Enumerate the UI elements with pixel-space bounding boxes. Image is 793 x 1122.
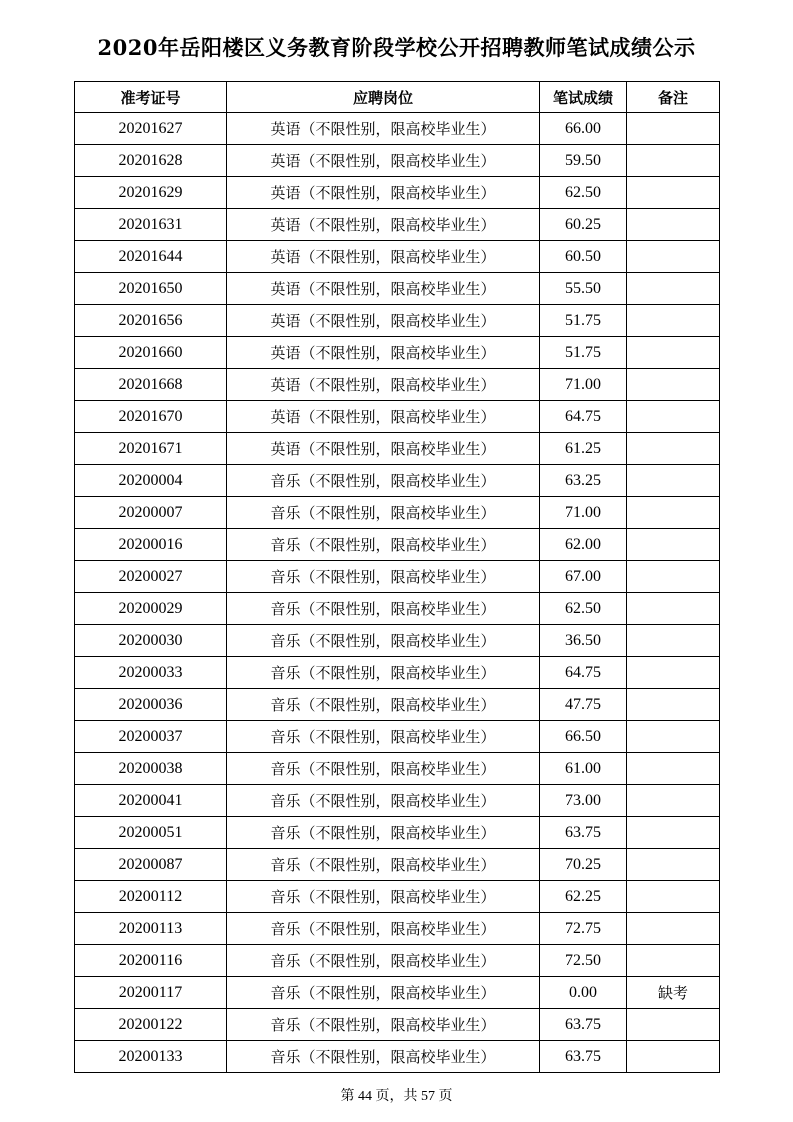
table-row bbox=[75, 305, 720, 337]
exam-id-cell: 20200116 bbox=[75, 945, 227, 977]
note-cell bbox=[627, 177, 720, 209]
exam-id-cell: 20200030 bbox=[75, 625, 227, 657]
note-cell bbox=[627, 593, 720, 625]
note-cell bbox=[627, 433, 720, 465]
exam-id-cell: 20201629 bbox=[75, 177, 227, 209]
post-cell: 音乐（不限性别，限高校毕业生） bbox=[227, 593, 540, 625]
exam-id-cell: 20201668 bbox=[75, 369, 227, 401]
score-cell: 71.00 bbox=[540, 497, 627, 529]
note-cell bbox=[627, 881, 720, 913]
score-cell: 61.00 bbox=[540, 753, 627, 785]
score-cell: 71.00 bbox=[540, 369, 627, 401]
post-cell: 音乐（不限性别，限高校毕业生） bbox=[227, 497, 540, 529]
note-cell bbox=[627, 721, 720, 753]
note-cell bbox=[627, 913, 720, 945]
exam-id-cell: 20200036 bbox=[75, 689, 227, 721]
exam-id-cell: 20201650 bbox=[75, 273, 227, 305]
note-cell bbox=[627, 465, 720, 497]
note-cell bbox=[627, 1041, 720, 1073]
table-row bbox=[75, 945, 720, 977]
table-row bbox=[75, 1041, 720, 1073]
note-cell bbox=[627, 817, 720, 849]
table-row bbox=[75, 273, 720, 305]
table-row bbox=[75, 433, 720, 465]
score-cell: 72.75 bbox=[540, 913, 627, 945]
table-row bbox=[75, 113, 720, 145]
table-row bbox=[75, 881, 720, 913]
score-cell: 62.25 bbox=[540, 881, 627, 913]
note-cell bbox=[627, 785, 720, 817]
note-cell bbox=[627, 209, 720, 241]
score-cell: 72.50 bbox=[540, 945, 627, 977]
post-cell: 英语（不限性别，限高校毕业生） bbox=[227, 401, 540, 433]
note-cell: 缺考 bbox=[627, 977, 720, 1009]
exam-id-cell: 20201656 bbox=[75, 305, 227, 337]
table-row bbox=[75, 241, 720, 273]
post-cell: 英语（不限性别，限高校毕业生） bbox=[227, 273, 540, 305]
exam-id-cell: 20200004 bbox=[75, 465, 227, 497]
post-cell: 音乐（不限性别，限高校毕业生） bbox=[227, 465, 540, 497]
exam-id-cell: 20200122 bbox=[75, 1009, 227, 1041]
score-cell: 66.50 bbox=[540, 721, 627, 753]
header-score: 笔试成绩 bbox=[540, 82, 627, 113]
post-cell: 英语（不限性别，限高校毕业生） bbox=[227, 177, 540, 209]
exam-id-cell: 20200117 bbox=[75, 977, 227, 1009]
note-cell bbox=[627, 561, 720, 593]
note-cell bbox=[627, 945, 720, 977]
table-row bbox=[75, 913, 720, 945]
score-cell: 67.00 bbox=[540, 561, 627, 593]
score-cell: 59.50 bbox=[540, 145, 627, 177]
exam-id-cell: 20200027 bbox=[75, 561, 227, 593]
table-row bbox=[75, 849, 720, 881]
post-cell: 音乐（不限性别，限高校毕业生） bbox=[227, 1041, 540, 1073]
post-cell: 音乐（不限性别，限高校毕业生） bbox=[227, 977, 540, 1009]
score-cell: 61.25 bbox=[540, 433, 627, 465]
post-cell: 音乐（不限性别，限高校毕业生） bbox=[227, 529, 540, 561]
page-title: 2020年岳阳楼区义务教育阶段学校公开招聘教师笔试成绩公示 bbox=[97, 35, 696, 60]
page-number: 第 44 页，共 57 页 bbox=[340, 1089, 453, 1104]
note-cell bbox=[627, 849, 720, 881]
exam-id-cell: 20200112 bbox=[75, 881, 227, 913]
note-cell bbox=[627, 1009, 720, 1041]
post-cell: 英语（不限性别，限高校毕业生） bbox=[227, 241, 540, 273]
note-cell bbox=[627, 145, 720, 177]
table-row bbox=[75, 785, 720, 817]
table-header-row bbox=[75, 82, 720, 113]
table-row bbox=[75, 465, 720, 497]
exam-id-cell: 20200038 bbox=[75, 753, 227, 785]
score-cell: 63.75 bbox=[540, 817, 627, 849]
table-row bbox=[75, 817, 720, 849]
table-row bbox=[75, 625, 720, 657]
exam-id-cell: 20201628 bbox=[75, 145, 227, 177]
exam-id-cell: 20200007 bbox=[75, 497, 227, 529]
header-post: 应聘岗位 bbox=[227, 82, 540, 113]
table-row bbox=[75, 1009, 720, 1041]
table-row bbox=[75, 369, 720, 401]
score-cell: 51.75 bbox=[540, 337, 627, 369]
header-exam-id: 准考证号 bbox=[75, 82, 227, 113]
table-row bbox=[75, 401, 720, 433]
post-cell: 英语（不限性别，限高校毕业生） bbox=[227, 145, 540, 177]
post-cell: 音乐（不限性别，限高校毕业生） bbox=[227, 817, 540, 849]
post-cell: 英语（不限性别，限高校毕业生） bbox=[227, 113, 540, 145]
table-row bbox=[75, 177, 720, 209]
exam-id-cell: 20201671 bbox=[75, 433, 227, 465]
score-cell: 66.00 bbox=[540, 113, 627, 145]
exam-id-cell: 20201631 bbox=[75, 209, 227, 241]
table-row bbox=[75, 497, 720, 529]
note-cell bbox=[627, 497, 720, 529]
score-cell: 0.00 bbox=[540, 977, 627, 1009]
post-cell: 音乐（不限性别，限高校毕业生） bbox=[227, 689, 540, 721]
post-cell: 音乐（不限性别，限高校毕业生） bbox=[227, 561, 540, 593]
exam-id-cell: 20200029 bbox=[75, 593, 227, 625]
score-cell: 63.75 bbox=[540, 1009, 627, 1041]
post-cell: 音乐（不限性别，限高校毕业生） bbox=[227, 945, 540, 977]
note-cell bbox=[627, 689, 720, 721]
post-cell: 音乐（不限性别，限高校毕业生） bbox=[227, 1009, 540, 1041]
post-cell: 音乐（不限性别，限高校毕业生） bbox=[227, 881, 540, 913]
table-row bbox=[75, 657, 720, 689]
post-cell: 音乐（不限性别，限高校毕业生） bbox=[227, 785, 540, 817]
score-cell: 62.50 bbox=[540, 177, 627, 209]
note-cell bbox=[627, 337, 720, 369]
note-cell bbox=[627, 753, 720, 785]
score-cell: 60.50 bbox=[540, 241, 627, 273]
post-cell: 英语（不限性别，限高校毕业生） bbox=[227, 305, 540, 337]
exam-id-cell: 20201644 bbox=[75, 241, 227, 273]
exam-id-cell: 20200113 bbox=[75, 913, 227, 945]
note-cell bbox=[627, 657, 720, 689]
note-cell bbox=[627, 241, 720, 273]
table-row bbox=[75, 977, 720, 1009]
score-table bbox=[74, 81, 720, 1073]
score-cell: 62.50 bbox=[540, 593, 627, 625]
post-cell: 音乐（不限性别，限高校毕业生） bbox=[227, 657, 540, 689]
score-cell: 47.75 bbox=[540, 689, 627, 721]
score-cell: 62.00 bbox=[540, 529, 627, 561]
post-cell: 英语（不限性别，限高校毕业生） bbox=[227, 209, 540, 241]
table-row bbox=[75, 561, 720, 593]
score-cell: 73.00 bbox=[540, 785, 627, 817]
score-cell: 63.25 bbox=[540, 465, 627, 497]
post-cell: 英语（不限性别，限高校毕业生） bbox=[227, 433, 540, 465]
exam-id-cell: 20201660 bbox=[75, 337, 227, 369]
note-cell bbox=[627, 273, 720, 305]
exam-id-cell: 20201670 bbox=[75, 401, 227, 433]
exam-id-cell: 20200051 bbox=[75, 817, 227, 849]
post-cell: 音乐（不限性别，限高校毕业生） bbox=[227, 625, 540, 657]
table-body bbox=[75, 113, 720, 1073]
post-cell: 音乐（不限性别，限高校毕业生） bbox=[227, 753, 540, 785]
exam-id-cell: 20201627 bbox=[75, 113, 227, 145]
exam-id-cell: 20200087 bbox=[75, 849, 227, 881]
note-cell bbox=[627, 625, 720, 657]
score-cell: 36.50 bbox=[540, 625, 627, 657]
exam-id-cell: 20200041 bbox=[75, 785, 227, 817]
table-row bbox=[75, 689, 720, 721]
score-cell: 51.75 bbox=[540, 305, 627, 337]
note-cell bbox=[627, 529, 720, 561]
score-cell: 64.75 bbox=[540, 657, 627, 689]
post-cell: 音乐（不限性别，限高校毕业生） bbox=[227, 721, 540, 753]
note-cell bbox=[627, 369, 720, 401]
exam-id-cell: 20200016 bbox=[75, 529, 227, 561]
note-cell bbox=[627, 401, 720, 433]
table-row bbox=[75, 529, 720, 561]
table-row bbox=[75, 145, 720, 177]
score-cell: 63.75 bbox=[540, 1041, 627, 1073]
score-cell: 70.25 bbox=[540, 849, 627, 881]
table-row bbox=[75, 593, 720, 625]
post-cell: 音乐（不限性别，限高校毕业生） bbox=[227, 913, 540, 945]
note-cell bbox=[627, 305, 720, 337]
exam-id-cell: 20200033 bbox=[75, 657, 227, 689]
post-cell: 英语（不限性别，限高校毕业生） bbox=[227, 337, 540, 369]
post-cell: 英语（不限性别，限高校毕业生） bbox=[227, 369, 540, 401]
header-note: 备注 bbox=[627, 82, 720, 113]
table-row bbox=[75, 721, 720, 753]
score-cell: 55.50 bbox=[540, 273, 627, 305]
post-cell: 音乐（不限性别，限高校毕业生） bbox=[227, 849, 540, 881]
table-row bbox=[75, 753, 720, 785]
note-cell bbox=[627, 113, 720, 145]
score-cell: 60.25 bbox=[540, 209, 627, 241]
table-row bbox=[75, 209, 720, 241]
table-row bbox=[75, 337, 720, 369]
score-cell: 64.75 bbox=[540, 401, 627, 433]
exam-id-cell: 20200037 bbox=[75, 721, 227, 753]
exam-id-cell: 20200133 bbox=[75, 1041, 227, 1073]
